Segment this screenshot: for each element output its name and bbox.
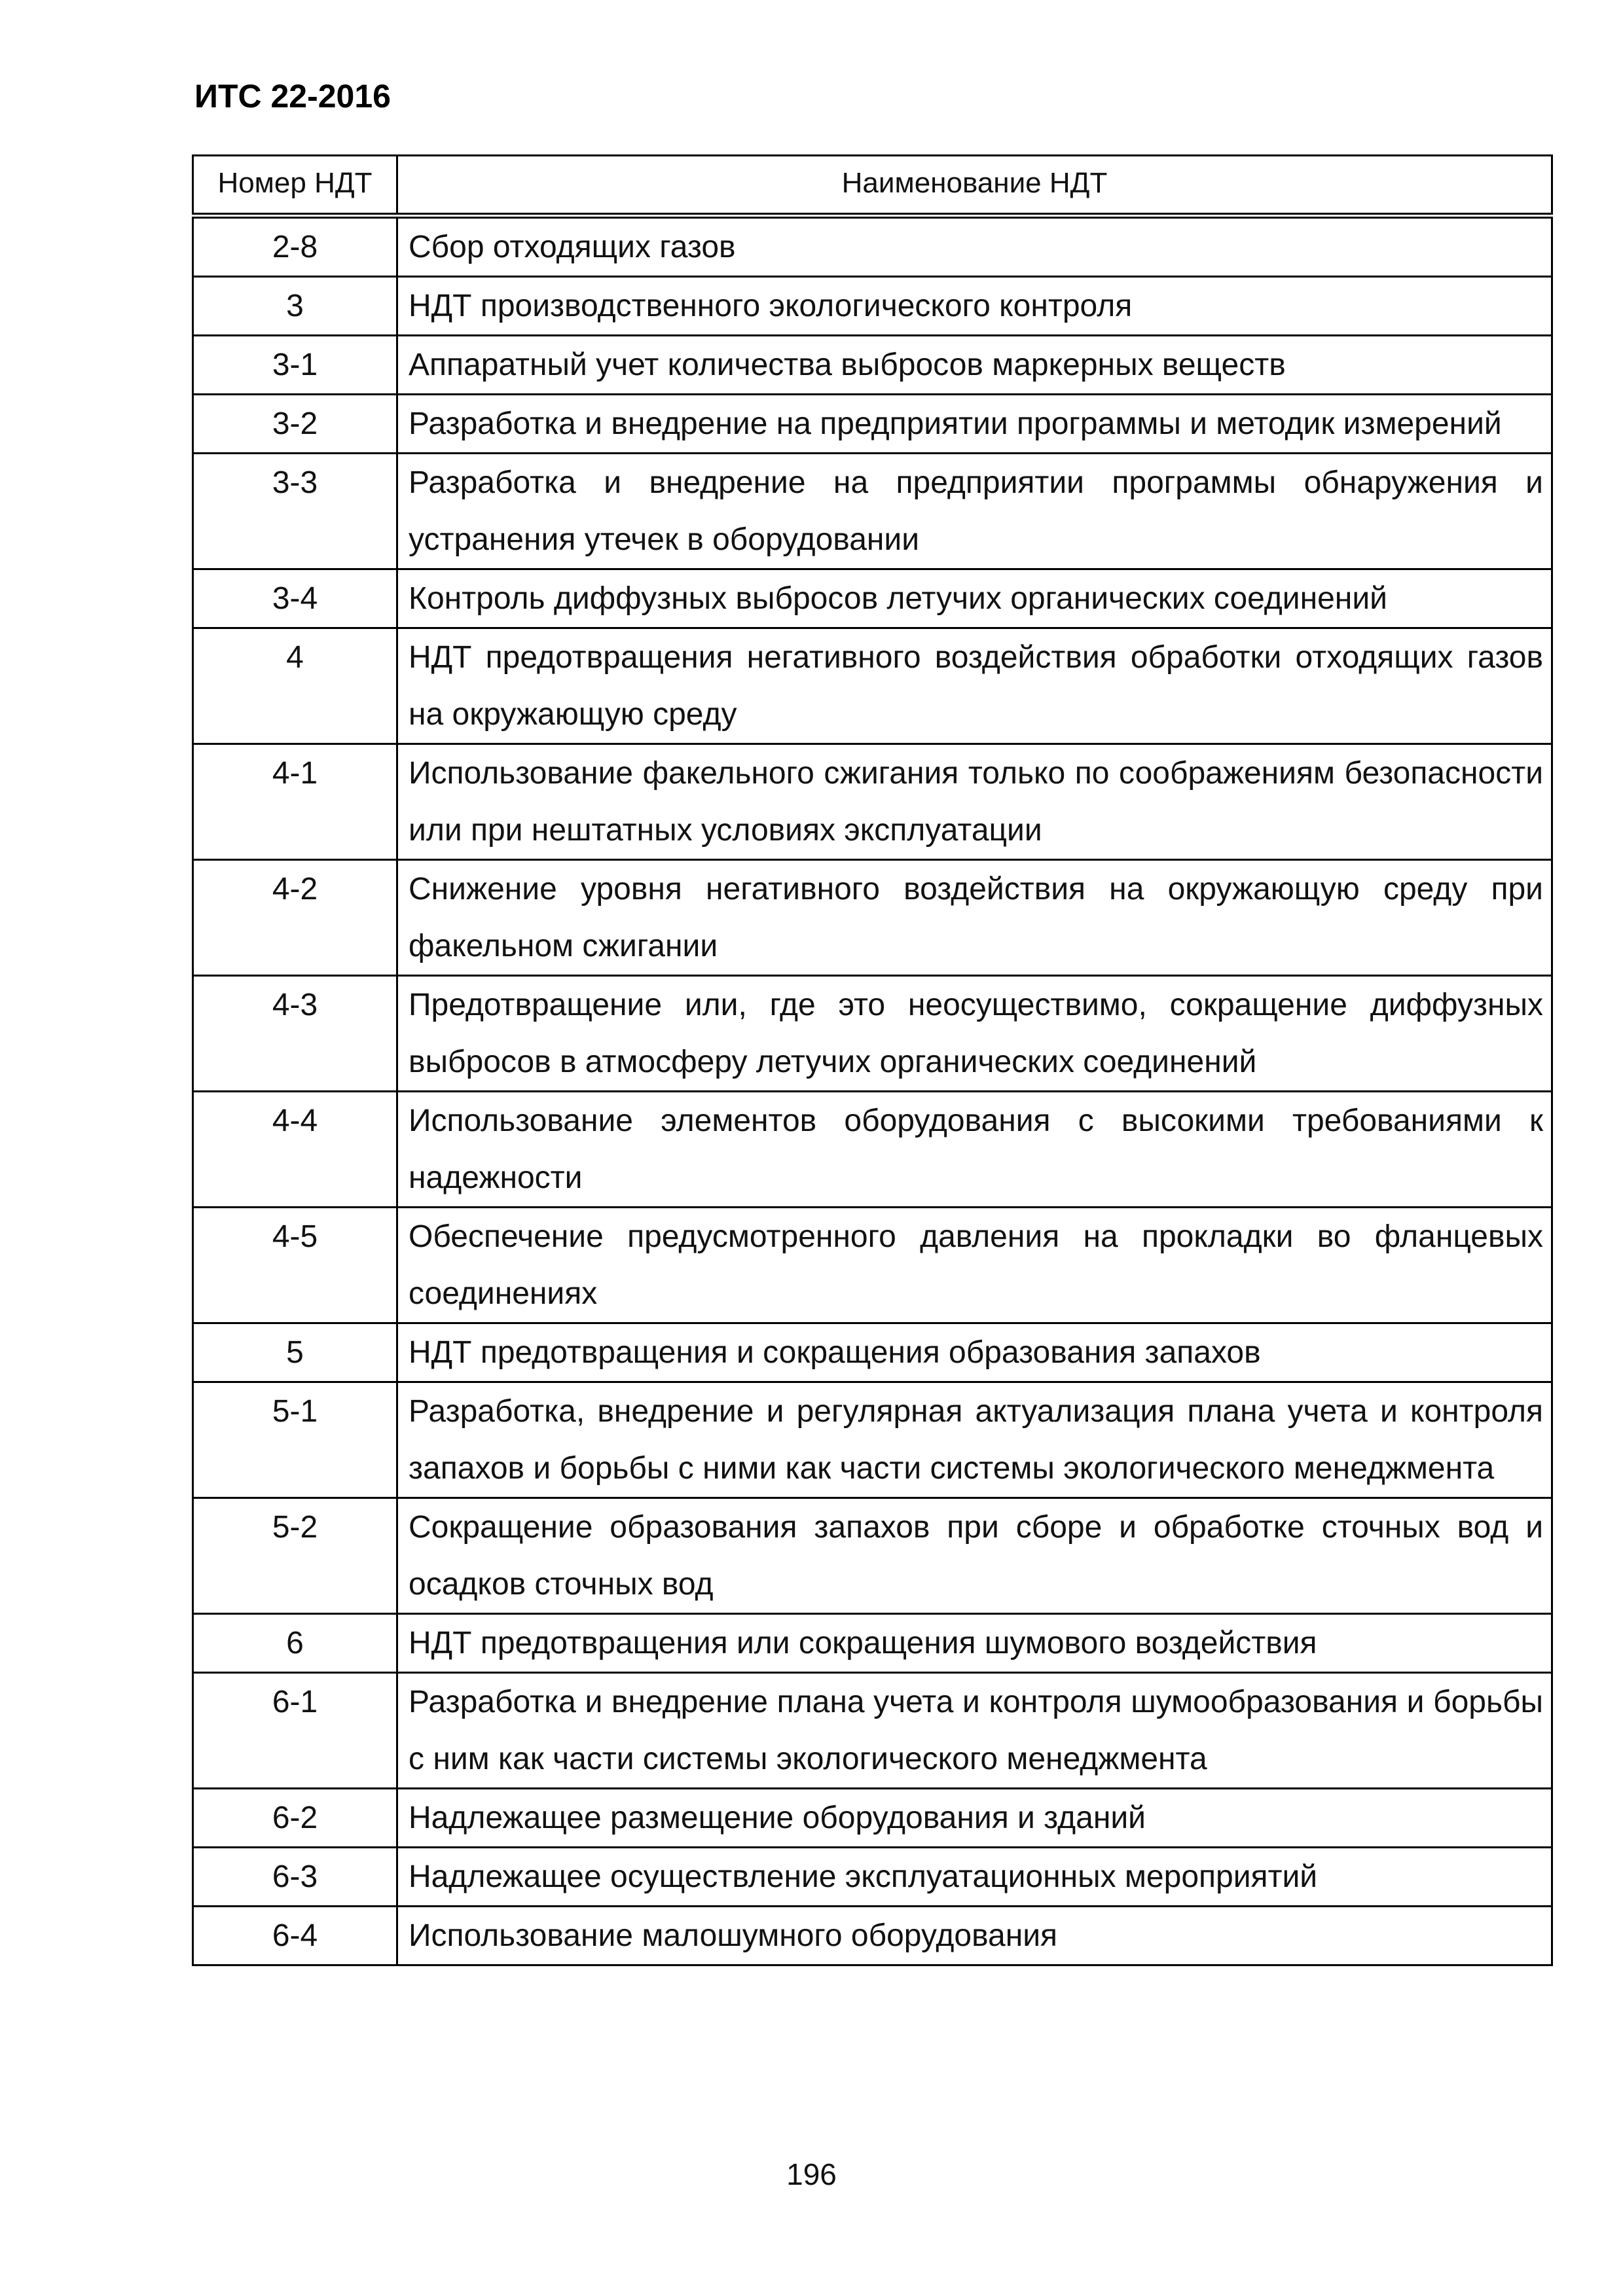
ndt-number: 4-2 [193, 860, 397, 976]
ndt-name: Снижение уровня негативного воздействия на окружающую среду при факельном сжигании [397, 860, 1552, 976]
table-row [193, 1848, 1552, 1907]
ndt-number: 4-4 [193, 1092, 397, 1208]
table-row [193, 1092, 1552, 1208]
ndt-name: Использование малошумного оборудования [397, 1907, 1552, 1965]
ndt-number: 5 [193, 1323, 397, 1382]
table-row [193, 1614, 1552, 1673]
column-header-number: Номер НДТ [193, 156, 397, 216]
ndt-number: 6-4 [193, 1907, 397, 1965]
table-row [193, 1789, 1552, 1848]
ndt-name: Предотвращение или, где это неосуществимо, сокращение диффузных выбросов в атмосферу летучих органических соединений [397, 976, 1552, 1092]
table-row [193, 628, 1552, 744]
ndt-name: НДТ производственного экологического контроля [397, 277, 1552, 336]
ndt-name: Сбор отходящих газов [397, 216, 1552, 277]
ndt-number: 4-1 [193, 744, 397, 860]
table-row [193, 1907, 1552, 1965]
ndt-number: 3-3 [193, 454, 397, 569]
ndt-number: 6-2 [193, 1789, 397, 1848]
ndt-name: Надлежащее размещение оборудования и зданий [397, 1789, 1552, 1848]
ndt-number: 3-2 [193, 395, 397, 454]
ndt-number: 5-2 [193, 1498, 397, 1614]
ndt-number: 5-1 [193, 1382, 397, 1498]
ndt-name: Использование факельного сжигания только по соображениям безопасности или при нештатных условиях эксплуатации [397, 744, 1552, 860]
table-row [193, 1382, 1552, 1498]
ndt-name: НДТ предотвращения и сокращения образования запахов [397, 1323, 1552, 1382]
page-number: 196 [786, 2157, 837, 2191]
column-header-name: Наименование НДТ [397, 156, 1552, 216]
ndt-name: Разработка и внедрение на предприятии программы и методик измерений [397, 395, 1552, 454]
table-row [193, 1673, 1552, 1789]
ndt-number: 4-5 [193, 1208, 397, 1323]
ndt-name: Надлежащее осуществление эксплуатационных мероприятий [397, 1848, 1552, 1907]
table-row [193, 1208, 1552, 1323]
table-row [193, 395, 1552, 454]
table-row [193, 336, 1552, 395]
ndt-number: 3 [193, 277, 397, 336]
ndt-name: Аппаратный учет количества выбросов маркерных веществ [397, 336, 1552, 395]
ndt-name: НДТ предотвращения негативного воздействия обработки отходящих газов на окружающую среду [397, 628, 1552, 744]
table-header-row [193, 156, 1552, 216]
table-row [193, 744, 1552, 860]
ndt-number: 3-4 [193, 569, 397, 628]
ndt-number: 6-3 [193, 1848, 397, 1907]
ndt-number: 2-8 [193, 216, 397, 277]
table-row [193, 277, 1552, 336]
table-row [193, 860, 1552, 976]
ndt-name: Обеспечение предусмотренного давления на прокладки во фланцевых соединениях [397, 1208, 1552, 1323]
ndt-name: Контроль диффузных выбросов летучих органических соединений [397, 569, 1552, 628]
table-row [193, 1498, 1552, 1614]
ndt-name: Сокращение образования запахов при сборе и обработке сточных вод и осадков сточных вод [397, 1498, 1552, 1614]
table-row [193, 1323, 1552, 1382]
ndt-number: 6 [193, 1614, 397, 1673]
ndt-name: Разработка и внедрение плана учета и контроля шумообразования и борьбы с ним как части системы экологического менеджмента [397, 1673, 1552, 1789]
ndt-name: Разработка и внедрение на предприятии программы обнаружения и устранения утечек в оборудовании [397, 454, 1552, 569]
ndt-number: 4-3 [193, 976, 397, 1092]
table-row [193, 976, 1552, 1092]
table-row [193, 216, 1552, 277]
ndt-number: 4 [193, 628, 397, 744]
ndt-name: Разработка, внедрение и регулярная актуализация плана учета и контроля запахов и борьбы с ними как части системы экологического менеджмента [397, 1382, 1552, 1498]
ndt-table [192, 154, 1553, 1966]
table-row [193, 454, 1552, 569]
ndt-name: Использование элементов оборудования с высокими требованиями к надежности [397, 1092, 1552, 1208]
ndt-number: 3-1 [193, 336, 397, 395]
ndt-name: НДТ предотвращения или сокращения шумового воздействия [397, 1614, 1552, 1673]
document-code: ИТС 22-2016 [194, 78, 391, 115]
table-row [193, 569, 1552, 628]
ndt-number: 6-1 [193, 1673, 397, 1789]
